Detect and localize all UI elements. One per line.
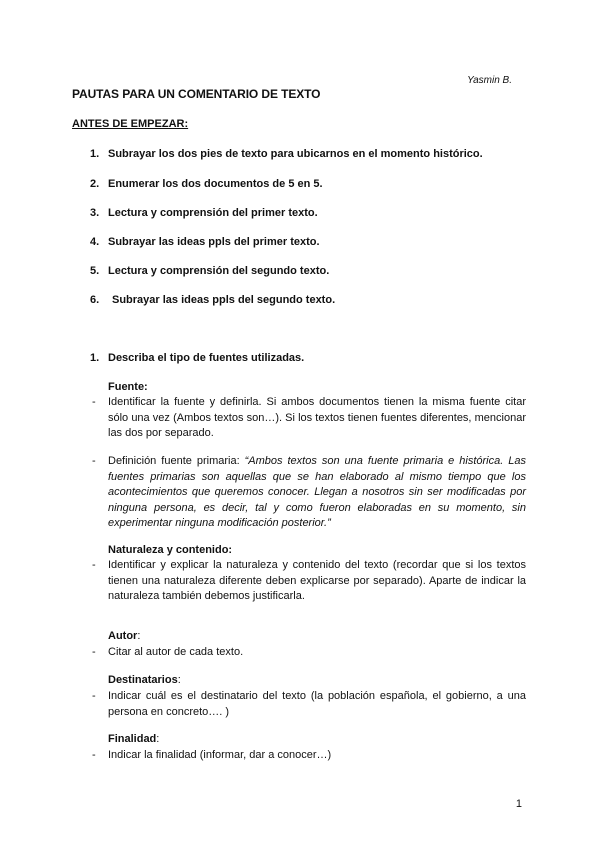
naturaleza-bullet: Identificar y explicar la naturaleza y contenido del texto (recordar que si los textos tienen una naturaleza diferente deben explicarse por separado). Aparte de indicar la naturaleza también debemos justificarla. xyxy=(108,559,526,602)
bullet-dash: - xyxy=(92,749,96,761)
author-name: Yasmin B. xyxy=(467,75,512,86)
step-2 xyxy=(90,178,323,190)
page-number: 1 xyxy=(515,798,522,810)
bullet-dash: - xyxy=(92,396,96,408)
autor-heading xyxy=(108,630,140,642)
step-4 xyxy=(90,236,320,248)
primary-source-quote: “Ambos textos son una fuente primaria e histórica. Las fuentes primarias son aquellas que se han elaborado al mismo tiempo que los acontecimientos que queremos conocer. Llegan a nosotros sin ser modificadas por ninguna persona, es decir, tal y como fueron elaboradas en su momento, sin experimentar ninguna modificación posterior.” xyxy=(108,455,526,529)
primary-source-label: Definición fuente primaria: xyxy=(108,455,245,467)
destinatarios-heading-colon: : xyxy=(177,674,181,686)
step-text: Subrayar los dos pies de texto para ubicarnos en el momento histórico. xyxy=(108,148,483,160)
bullet-dash: - xyxy=(92,559,96,571)
step-number: 3. xyxy=(90,207,100,219)
autor-bullet: Citar al autor de cada texto. xyxy=(108,646,244,658)
step-text: Subrayar las ideas ppls del primer texto. xyxy=(108,236,320,248)
step-number: 5. xyxy=(90,265,100,277)
finalidad-heading-text: Finalidad xyxy=(108,733,157,745)
step-6 xyxy=(90,294,335,306)
step-text: Lectura y comprensión del segundo texto. xyxy=(108,265,330,277)
step-number: 4. xyxy=(90,236,100,248)
section-1-title xyxy=(90,352,304,364)
before-start-heading: ANTES DE EMPEZAR: xyxy=(72,118,189,130)
finalidad-heading xyxy=(108,733,159,745)
bullet-dash: - xyxy=(92,690,96,702)
finalidad-heading-colon: : xyxy=(156,733,160,745)
step-number: 1. xyxy=(90,148,100,160)
step-text: Enumerar los dos documentos de 5 en 5. xyxy=(108,178,323,190)
finalidad-bullet: Indicar la finalidad (informar, dar a conocer…) xyxy=(108,749,332,761)
fuente-bullet-2 xyxy=(108,454,526,532)
destinatarios-bullet: Indicar cuál es el destinatario del texto (la población española, el gobierno, a una persona en concreto…. ) xyxy=(108,690,526,718)
bullet-dash: - xyxy=(92,455,96,467)
step-3 xyxy=(90,207,318,219)
bullet-dash: - xyxy=(92,646,96,658)
document-title: PAUTAS PARA UN COMENTARIO DE TEXTO xyxy=(72,87,321,101)
section-number: 1. xyxy=(90,352,100,364)
destinatarios-heading xyxy=(108,674,181,686)
fuente-heading: Fuente: xyxy=(108,381,148,393)
naturaleza-heading: Naturaleza y contenido: xyxy=(108,544,233,556)
section-title-text: Describa el tipo de fuentes utilizadas. xyxy=(108,352,305,364)
step-number: 6. xyxy=(90,294,100,306)
step-5 xyxy=(90,265,329,277)
autor-heading-colon: : xyxy=(137,630,141,642)
step-text: Subrayar las ideas ppls del segundo texto. xyxy=(112,294,336,306)
step-1 xyxy=(90,148,483,160)
step-number: 2. xyxy=(90,178,100,190)
step-text: Lectura y comprensión del primer texto. xyxy=(108,207,318,219)
destinatarios-heading-text: Destinatarios xyxy=(108,674,178,686)
autor-heading-text: Autor xyxy=(108,630,138,642)
fuente-bullet-1: Identificar la fuente y definirla. Si ambos documentos tienen la misma fuente citar sólo una vez (Ambos textos son…). Si los textos tienen fuentes diferentes, mencionar las dos por separado. xyxy=(108,396,526,439)
